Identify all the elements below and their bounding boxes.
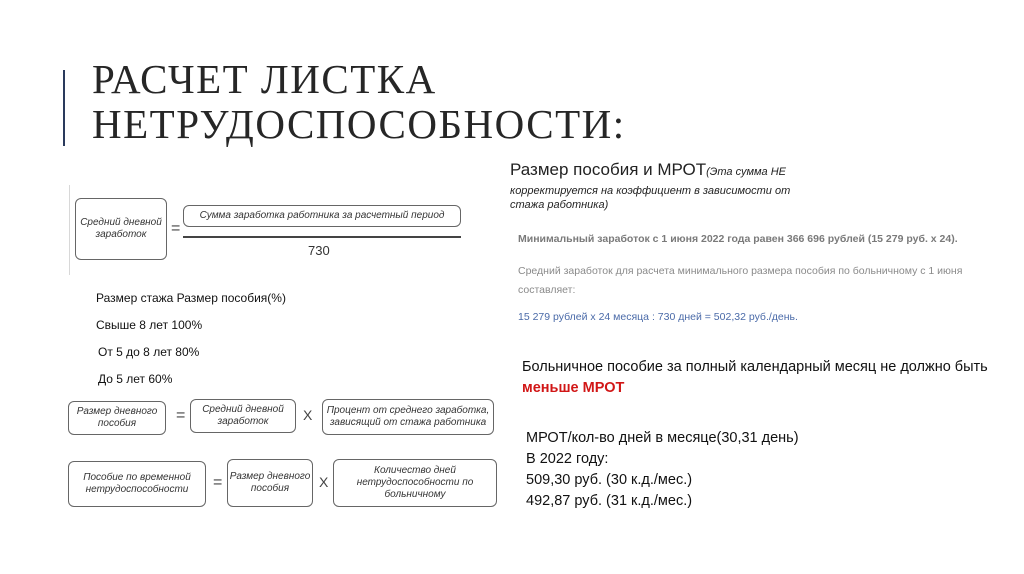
fraction-line	[183, 236, 461, 238]
sick-benefit-text	[522, 357, 992, 399]
stazh-row-0: Размер стажа Размер пособия(%)	[96, 291, 286, 305]
equals-sign-3: =	[213, 474, 223, 491]
title-line-1: РАСЧЕТ ЛИСТКА	[92, 56, 437, 102]
daily-benefit-box-2: Размер дневного пособия	[227, 459, 313, 507]
sick-red-text: меньше МРОТ	[522, 380, 625, 396]
slide-title	[92, 57, 626, 147]
equals-sign: =	[171, 220, 181, 237]
temporary-disability-box: Пособие по временной нетрудоспособности	[68, 461, 206, 507]
image-edge	[69, 185, 70, 275]
times-sign-2: X	[319, 474, 329, 490]
mrot-line-3: 492,87 руб. (31 к.д./мес.)	[526, 493, 693, 509]
avg-daily-earnings-box: Средний дневной заработок	[75, 198, 167, 260]
benefit-mrot-heading	[510, 160, 786, 180]
daily-benefit-box: Размер дневного пособия	[68, 401, 166, 435]
heading-note-cont	[510, 184, 790, 212]
note-line-3: стажа работника)	[510, 199, 609, 211]
accent-bar	[63, 70, 65, 146]
mrot-line-1: В 2022 году:	[526, 451, 609, 467]
sick-days-box: Количество дней нетрудоспособности по больничному	[333, 459, 497, 507]
equals-sign-2: =	[176, 407, 186, 424]
avg-earnings-text: Средний заработок для расчета минимального размера пособия по больничному с 1 июня составляет:	[518, 265, 963, 296]
denominator-730: 730	[308, 243, 330, 258]
total-earnings-box: Сумма заработка работника за расчетный период	[183, 205, 461, 227]
heading-text: Размер пособия и МРОТ	[510, 160, 707, 179]
percent-box: Процент от среднего заработка, зависящий от стажа работника	[322, 399, 494, 435]
mrot-block	[526, 428, 799, 512]
mrot-line-2: 509,30 руб. (30 к.д./мес.)	[526, 472, 693, 488]
mrot-line-0: МРОТ/кол-во дней в месяце(30,31 день)	[526, 430, 799, 446]
sick-text: Больничное пособие за полный календарный месяц не должно быть	[522, 359, 988, 375]
times-sign: X	[303, 407, 313, 423]
stazh-row-2: От 5 до 8 лет 80%	[98, 345, 200, 359]
calc-text: 15 279 рублей х 24 месяца : 730 дней = 502,32 руб./день.	[518, 311, 798, 323]
min-wage-text: Минимальный заработок с 1 июня 2022 года равен 366 696 рублей (15 279 руб. х 24).	[518, 233, 958, 245]
title-line-2: НЕТРУДОСПОСОБНОСТИ:	[92, 101, 626, 147]
note-line-2: корректируется на коэффициент в зависимости от	[510, 185, 791, 197]
avg-daily-box-2: Средний дневной заработок	[190, 399, 296, 433]
stazh-row-1: Свыше 8 лет 100%	[96, 318, 203, 332]
heading-note: (Эта сумма НЕ	[706, 166, 786, 178]
stazh-row-3: До 5 лет 60%	[98, 372, 173, 386]
